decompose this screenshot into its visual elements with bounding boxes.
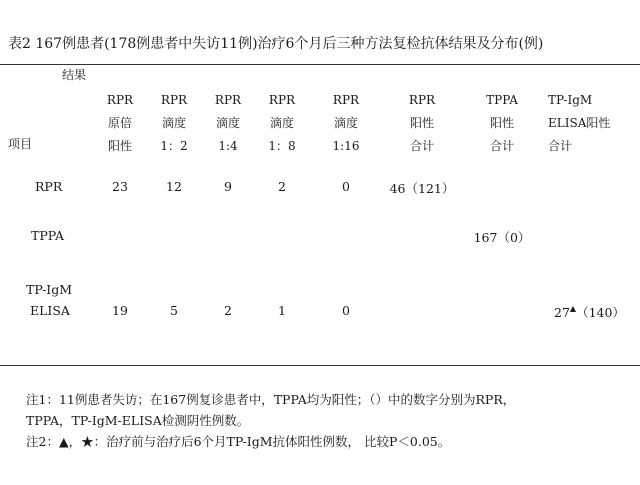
corner-header-item: 项目: [8, 137, 33, 151]
note-2: 注2：▲，★：治疗前与治疗后6个月TP-IgM抗体阳性例数， 比较P＜0.05。: [26, 434, 451, 449]
table-cell: 5: [170, 303, 178, 318]
col-header-tpigm-total: TP-IgM ELISA阳性 合计: [548, 93, 611, 153]
table-cell: 9: [224, 179, 232, 194]
note-1-line1: 注1：11例患者失访；在167例复诊患者中，TPPA均为阳性；（）中的数字分别为RPR，: [26, 392, 516, 407]
table-cell: 167（0）: [473, 230, 531, 245]
row-label-rpr: RPR: [35, 179, 63, 194]
cell-negative-count: （140）: [576, 305, 625, 320]
table-title: 表2 167例患者(178例患者中失访11例)治疗6个月后三种方法复检抗体结果及分布(例): [8, 36, 544, 52]
col-header-tppa-total: TPPA 阳性 合计: [486, 93, 518, 153]
bottom-rule: [0, 365, 640, 366]
col-header-rpr-1-4: RPR 滴度 1:4: [214, 93, 242, 153]
row-label-tpigm-line1: TP-IgM: [26, 282, 73, 297]
row-label-tppa: TPPA: [31, 228, 65, 243]
table-cell: 23: [112, 179, 128, 194]
table-cell: 1: [278, 303, 286, 318]
table-cell: 0: [342, 303, 350, 318]
col-header-rpr-1-2: RPR 滴度 1：2: [160, 93, 188, 153]
table-cell: 46（121）: [389, 181, 455, 196]
table-cell: 0: [342, 179, 350, 194]
col-header-rpr-1-16: RPR 滴度 1:16: [332, 93, 360, 153]
table-cell-tpigm-total: [554, 303, 625, 321]
col-header-rpr-undiluted: RPR 原倍 阳性: [106, 93, 134, 153]
triangle-marker-icon: ▲: [569, 304, 577, 313]
table-cell: 19: [112, 303, 128, 318]
row-label-tpigm-line2: ELISA: [30, 303, 70, 318]
corner-header-result: 结果: [62, 68, 87, 82]
table-cell: 2: [224, 303, 232, 318]
note-1-line2: TPPA，TP-IgM-ELISA检测阴性例数。: [26, 413, 250, 428]
col-header-rpr-1-8: RPR 滴度 1：8: [268, 93, 296, 153]
table-cell: 2: [278, 179, 286, 194]
top-rule: [0, 64, 640, 65]
table-cell: 12: [166, 179, 182, 194]
cell-value: 27: [554, 305, 570, 320]
col-header-rpr-total: RPR 阳性 合计: [408, 93, 436, 153]
